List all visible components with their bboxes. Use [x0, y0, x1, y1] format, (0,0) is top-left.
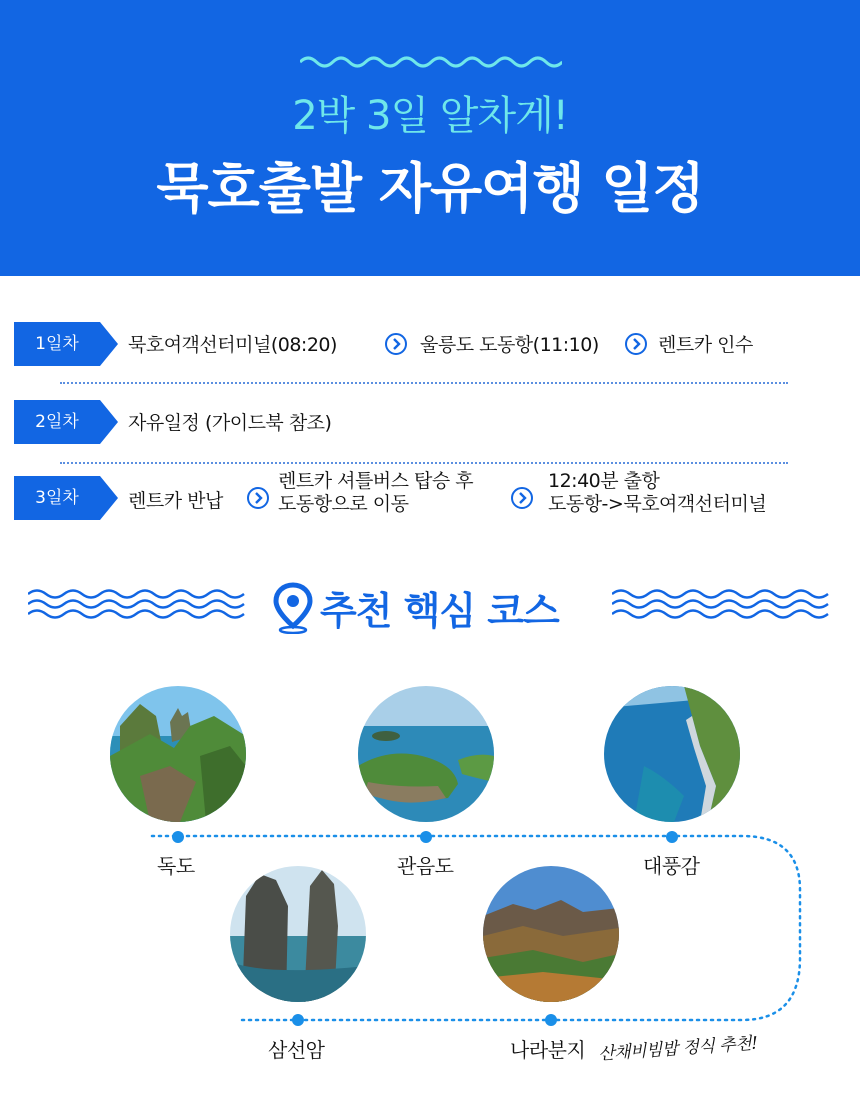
day-tag [14, 400, 118, 444]
spot-label: 대풍감 [643, 854, 700, 878]
banner-title: 묵호출발 자유여행 일정 [156, 157, 704, 220]
schedule-step: 12:40분 출항 도동항->묵호여객선터미널 [548, 470, 767, 515]
spot-photo-naribunji [483, 866, 619, 1002]
day-tag [14, 322, 118, 366]
chevron-right-circle-icon [384, 332, 408, 356]
day-label: 3일차 [35, 488, 79, 508]
chevron-right-circle-icon [510, 486, 534, 510]
spot-label: 삼선암 [268, 1038, 325, 1062]
schedule-step: 울릉도 도동항(11:10) [420, 334, 599, 356]
location-pin-icon [272, 582, 314, 634]
spot-label: 관음도 [397, 854, 454, 878]
wave-icon [300, 52, 562, 72]
banner-subtitle: 2박 3일 알차게! [292, 93, 568, 139]
spot-photo-daepunggam [604, 686, 740, 822]
day-label: 2일차 [35, 412, 79, 432]
divider [60, 462, 788, 464]
wave-icon [612, 586, 830, 622]
recommendation-note: 산채비빔밥 정식 추천! [597, 1033, 759, 1065]
course-heading [0, 574, 860, 634]
day-label: 1일차 [35, 334, 79, 354]
wave-icon [28, 586, 246, 622]
schedule-step: 묵호여객선터미널(08:20) [128, 334, 337, 356]
spot-photo-gwaneumdo [358, 686, 494, 822]
schedule-step: 렌트카 인수 [658, 334, 753, 356]
divider [60, 382, 788, 384]
chevron-right-circle-icon [624, 332, 648, 356]
spot-label: 나라분지 [510, 1038, 586, 1062]
spot-label: 독도 [157, 854, 195, 878]
chevron-right-circle-icon [246, 486, 270, 510]
header-banner [0, 0, 860, 276]
spot-photo-samseonam [230, 866, 366, 1002]
schedule-step: 렌트카 셔틀버스 탑승 후 도동항으로 이동 [278, 470, 474, 515]
schedule-step: 자유일정 (가이드북 참조) [128, 412, 332, 434]
day-row-3 [14, 470, 834, 524]
day-tag [14, 476, 118, 520]
course-title: 추천 핵심 코스 [320, 589, 559, 633]
day-row-2 [14, 400, 834, 446]
day-row-1 [14, 322, 834, 368]
spot-photo-dokdo [110, 686, 246, 822]
schedule-step: 렌트카 반납 [128, 490, 223, 512]
